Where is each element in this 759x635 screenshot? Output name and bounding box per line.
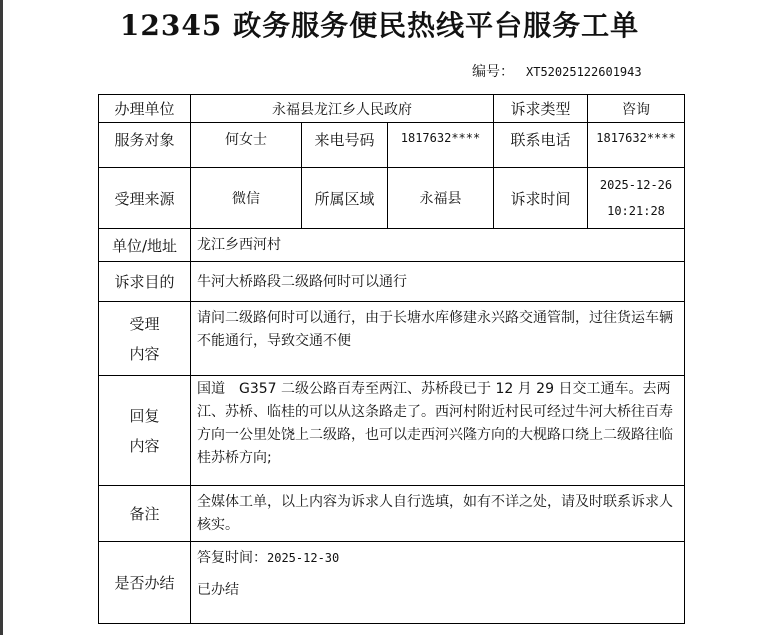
value-req-type: 咨询 — [588, 95, 685, 123]
label-content — [99, 302, 191, 376]
work-order-table — [98, 94, 685, 624]
label-content-1: 受理 — [129, 314, 160, 333]
label-reply — [99, 376, 191, 486]
page-edge — [0, 0, 3, 635]
label-reply-1: 回复 — [129, 406, 160, 425]
value-target: 何女士 — [191, 123, 302, 168]
done-status: 已办结 — [197, 582, 239, 598]
value-region: 永福县 — [388, 168, 494, 229]
label-content-2: 内容 — [129, 344, 160, 363]
row-done — [99, 542, 685, 624]
value-done — [191, 542, 685, 624]
row-remark — [99, 486, 685, 542]
value-unit: 永福县龙江乡人民政府 — [191, 95, 494, 123]
value-contact-no: 1817632**** — [588, 123, 685, 168]
label-purpose: 诉求目的 — [99, 262, 191, 302]
row-unit — [99, 95, 685, 123]
row-target — [99, 123, 685, 168]
label-unit: 办理单位 — [99, 95, 191, 123]
serial-label: 编号： — [472, 64, 514, 80]
page-title: 12345 政务服务便民热线平台服务工单 — [119, 9, 640, 42]
reply-time-label: 答复时间： — [197, 550, 267, 566]
reply-time-value: 2025-12-30 — [267, 551, 340, 565]
row-content — [99, 302, 685, 376]
label-address: 单位/地址 — [99, 229, 191, 262]
value-caller-no: 1817632**** — [388, 123, 494, 168]
label-target: 服务对象 — [99, 123, 191, 168]
req-date: 2025-12-26 — [599, 178, 673, 192]
value-reply: 国道 G357 二级公路百寿至两江、苏桥段已于 12 月 29 日交工通车。去两江、苏桥、临桂的可以从这条路走了。西河村附近村民可经过牛河大桥往百寿方向一公里处饶上二级路，也可以走西河兴隆方向的大枧路口绕上二级路往临桂苏桥方向; — [191, 376, 685, 486]
label-contact-no: 联系电话 — [494, 123, 588, 168]
label-caller-no: 来电号码 — [302, 123, 388, 168]
req-time: 10:21:28 — [607, 204, 665, 218]
row-address — [99, 229, 685, 262]
label-region: 所属区域 — [302, 168, 388, 229]
label-remark: 备注 — [99, 486, 191, 542]
row-source — [99, 168, 685, 229]
label-req-time: 诉求时间 — [494, 168, 588, 229]
row-reply — [99, 376, 685, 486]
value-req-time — [588, 168, 685, 229]
row-purpose — [99, 262, 685, 302]
value-content: 请问二级路何时可以通行，由于长塘水库修建永兴路交通管制，过往货运车辆不能通行，导致交通不便 — [191, 302, 685, 376]
reply-time-line — [197, 546, 678, 570]
serial-number — [472, 61, 642, 81]
label-done: 是否办结 — [99, 542, 191, 624]
label-req-type: 诉求类型 — [494, 95, 588, 123]
value-address: 龙江乡西河村 — [191, 229, 685, 262]
value-remark: 全媒体工单，以上内容为诉求人自行选填，如有不详之处，请及时联系诉求人核实。 — [191, 486, 685, 542]
value-purpose: 牛河大桥路段二级路何时可以通行 — [191, 262, 685, 302]
label-reply-2: 内容 — [129, 436, 160, 455]
serial-value: XT52025122601943 — [526, 65, 642, 79]
value-source: 微信 — [191, 168, 302, 229]
label-source: 受理来源 — [99, 168, 191, 229]
